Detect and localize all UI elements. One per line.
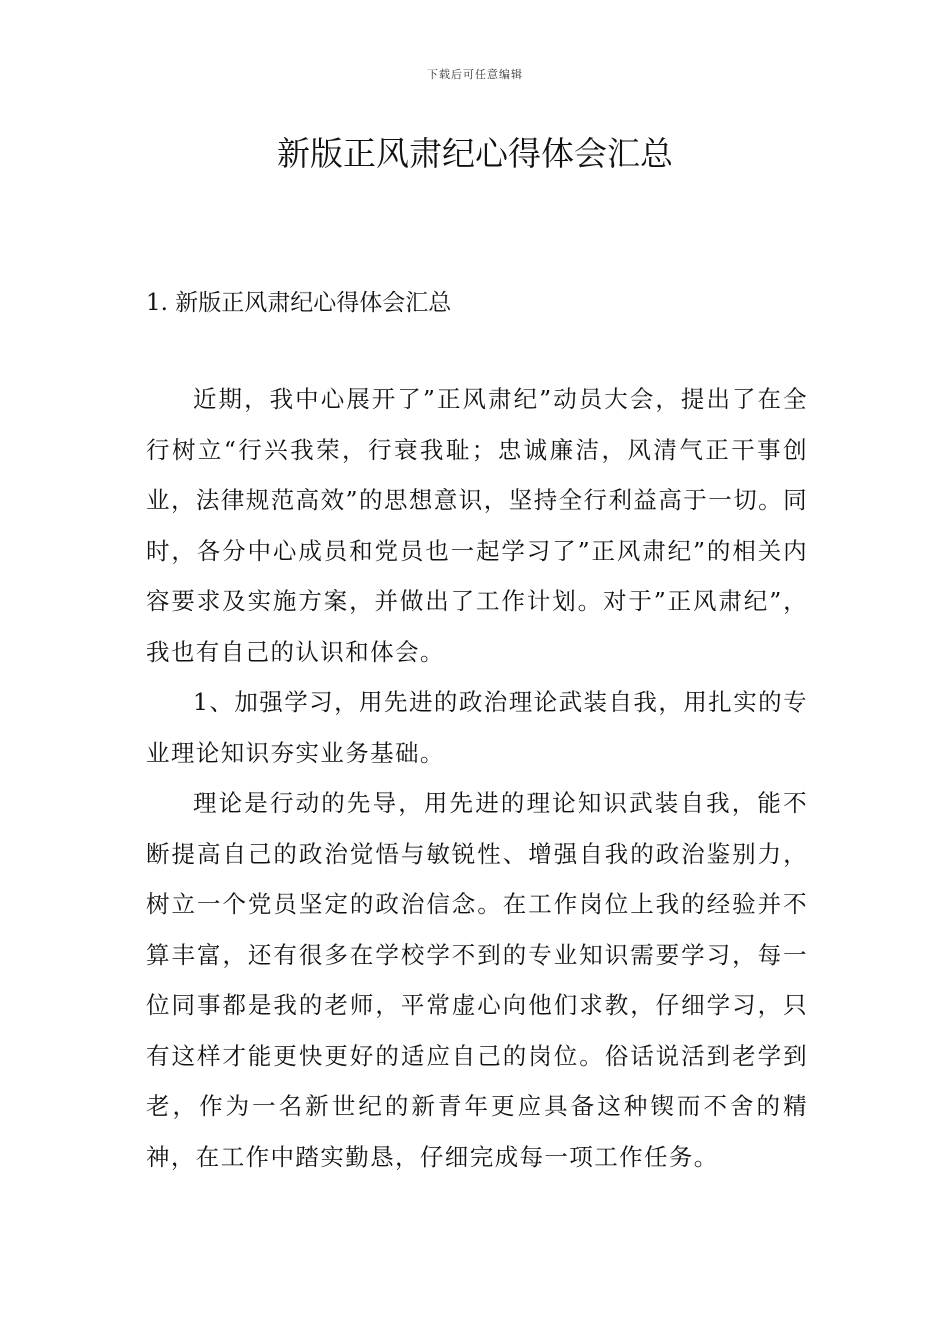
paragraph: 理论是行动的先导，用先进的理论知识武装自我，能不断提高自己的政治觉悟与敏锐性、增强自我的政治鉴别力，树立一个党员坚定的政治信念。在工作岗位上我的经验并不算丰富，还有很多在学校学不到的专业知识需要学习，每一位同事都是我的老师，平常虚心向他们求教，仔细学习，只有这样才能更快更好的适应自己的岗位。俗话说活到老学到老，作为一名新世纪的新青年更应具备这种锲而不舍的精神，在工作中踏实勤恳，仔细完成每一项工作任务。 — [146, 789, 808, 1171]
section-heading: 1. 新版正风肃纪心得体会汇总 — [146, 290, 452, 316]
paragraph: 1、加强学习，用先进的政治理论武装自我，用扎实的专业理论知识夯实业务基础。 — [146, 688, 808, 767]
header-note: 下载后可任意编辑 — [427, 68, 523, 81]
paragraph: 近期，我中心展开了”正风肃纪”动员大会，提出了在全行树立“行兴我荣，行衰我耻；忠诚廉洁，风清气正干事创业，法律规范高效”的思想意识，坚持全行利益高于一切。同时，各分中心成员和党员也一起学习了”正风肃纪”的相关内容要求及实施方案，并做出了工作计划。对于”正风肃纪”，我也有自己的认识和体会。 — [146, 385, 808, 666]
page-title: 新版正风肃纪心得体会汇总 — [277, 134, 673, 173]
body-text — [146, 374, 808, 1182]
